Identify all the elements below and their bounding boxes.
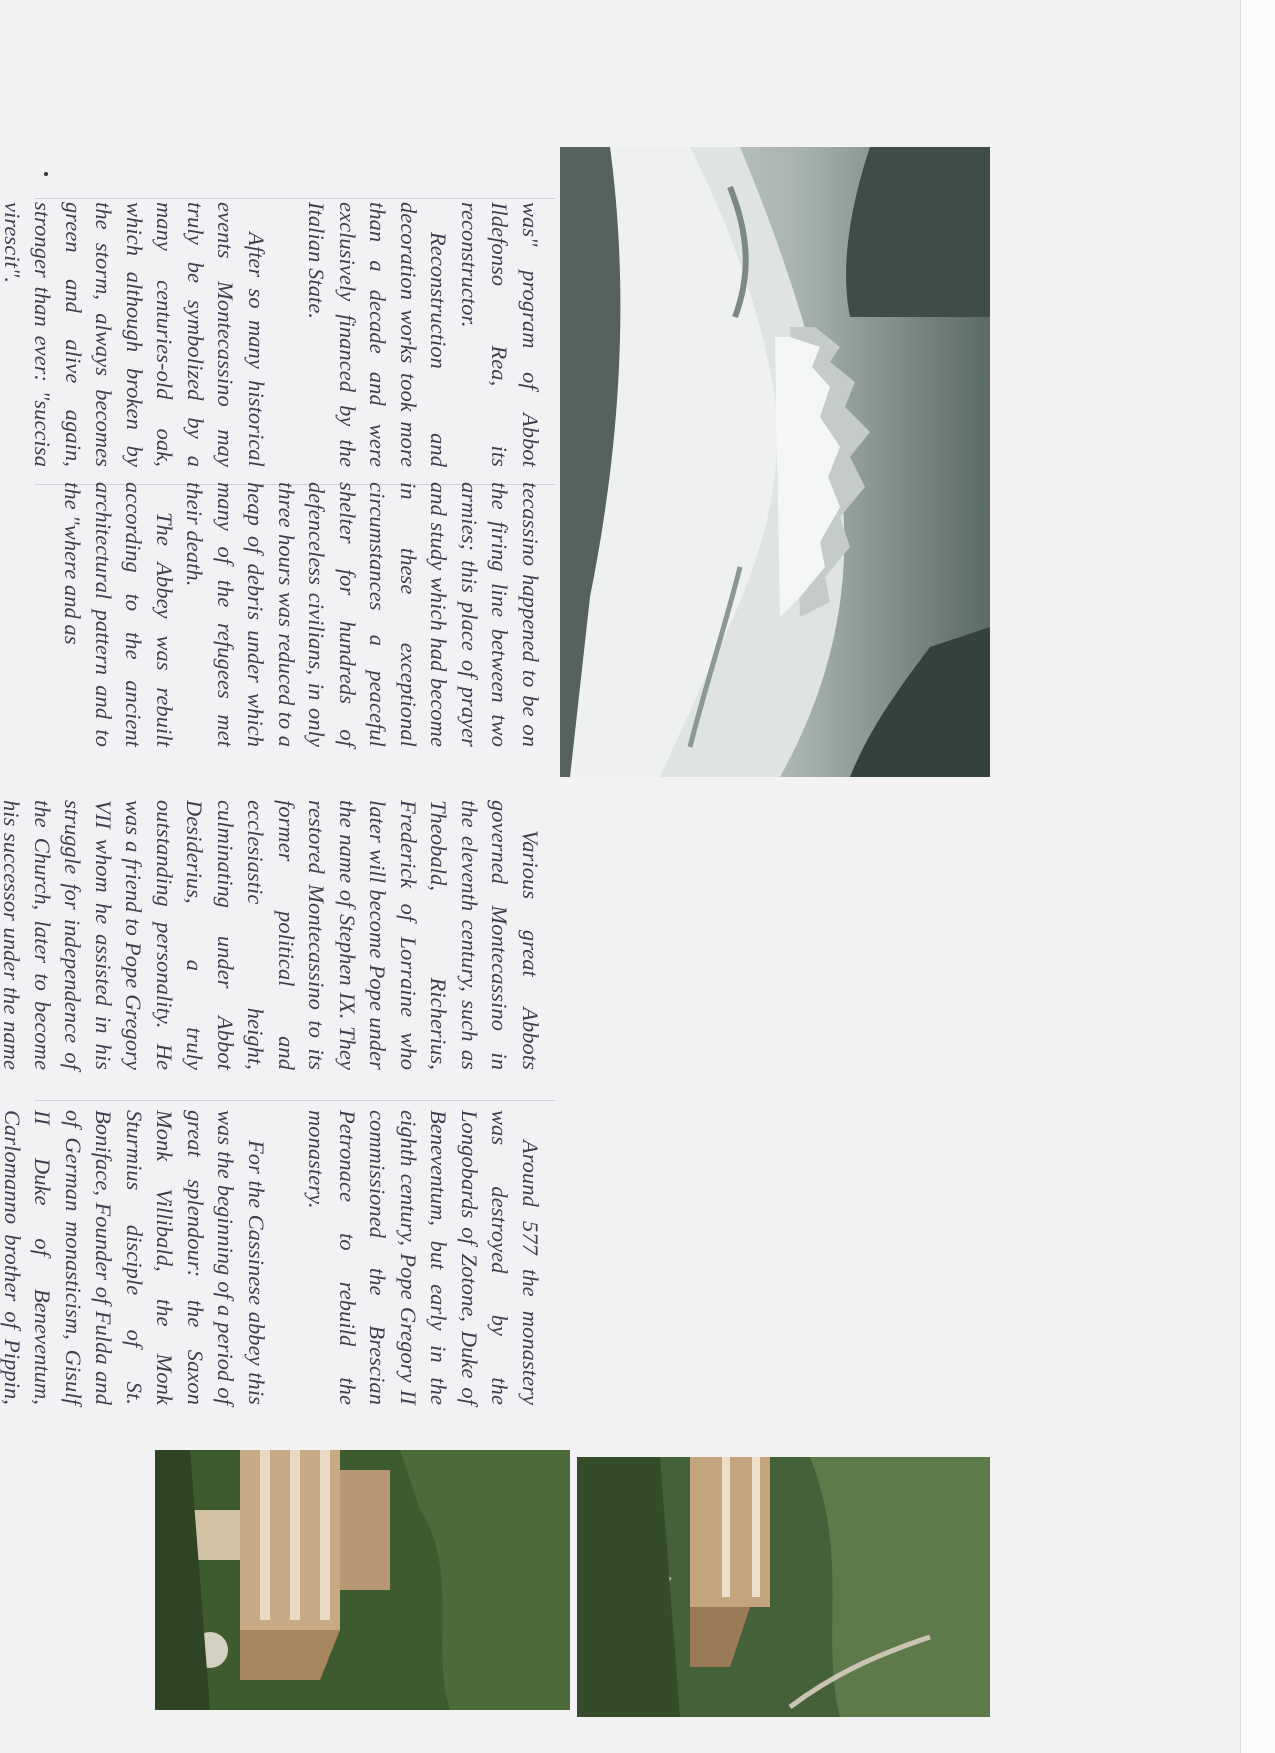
paragraph: After so many historical events Montecassino may truly be symbolized by a many centuries-old oak, which although broken by the storm, always becomes green and alive again, stronger than ever: "succisa virescit".: [0, 202, 269, 467]
ruins-image: [560, 147, 990, 777]
hillside-aerial-image: [577, 1457, 990, 1717]
text-column-left: [0, 1110, 545, 1405]
column-divider: [35, 198, 555, 199]
paragraph: For the Cassinese abbey this was the beginning of a period of great splendour: the Saxon Monk Villibald, the Monk Sturmius disciple of St. Boniface, Founder of Fulda and of German monasticism, Gisulf II Duke of Beneventum, Carlomanno brother of Pippin,: [0, 1110, 269, 1405]
aerial-abbey-hillside-photo: [577, 1457, 990, 1717]
page-edge: [1240, 0, 1275, 1753]
paragraph: The Abbey was rebuilt according to the ancient architectural pattern and to the "where and as: [60, 482, 177, 747]
paragraph: Reconstruction and decoration works took more than a decade and were exclusively financed by the Italian State.: [304, 202, 452, 467]
aerial-abbey-photo: [155, 1450, 570, 1710]
column-divider: [35, 1100, 555, 1101]
paragraph: Around 577 the monastery was destroyed by the Longobards of Zotone, Duke of Beneventum, but early in the eighth century, Pope Gregory II commissioned the Brescian Petronace to rebuild the monastery.: [304, 1110, 543, 1405]
text-column-far-right: [0, 202, 545, 467]
bw-ruins-photo: [560, 147, 990, 777]
paragraph: was" program of Abbot Ildefonso Rea, its reconstructor.: [457, 202, 543, 467]
paragraph: tecassino happened to be on the firing line between two armies; this place of prayer and study which had become in these exceptional circumstances a peaceful shelter for hundreds of defenceless civilians, in only three hours was reduced to a heap of debris under which many of the refugees met their death.: [182, 482, 543, 747]
paragraph: Various great Abbots governed Montecassino in the eleventh century, such as Theobald, Richerius, Frederick of Lorraine who later will become Pope under the name of Stephen IX. They restored Montecassino to its former political and ecclesiastic height, culminating under Abbot Desiderius, a truly outstanding personality. He was a friend to Pope Gregory VII whom he assisted in his struggle for independence of the Church, later to become his successor under the name: [0, 800, 543, 1070]
abbey-aerial-image: [155, 1450, 570, 1710]
text-column-right: [57, 482, 545, 747]
text-column-middle: [0, 800, 545, 1070]
